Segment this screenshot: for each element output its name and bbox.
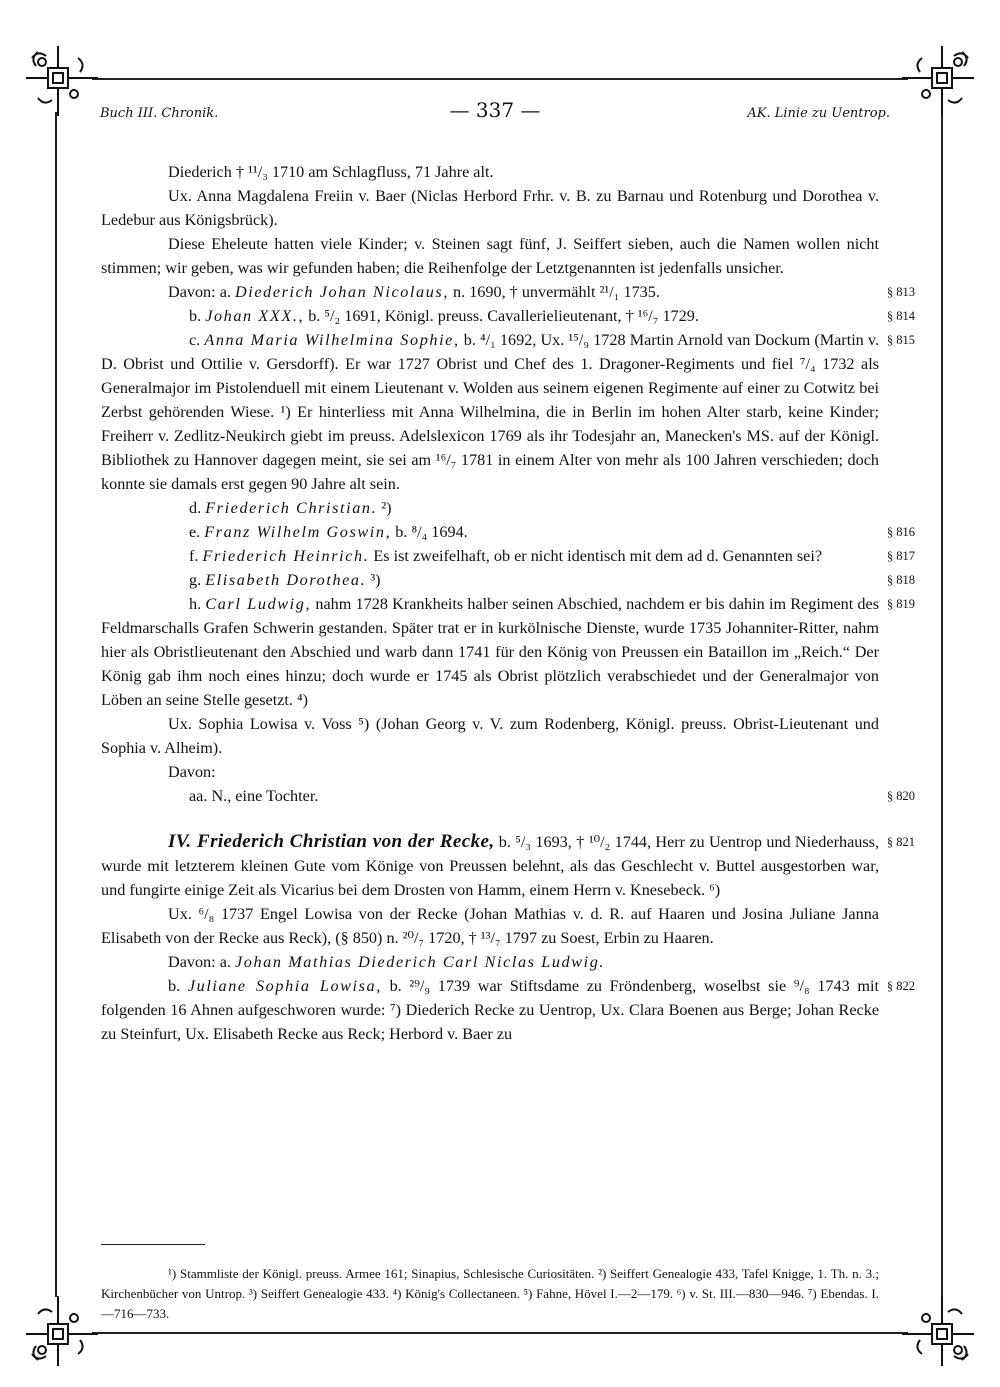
paragraph-number: § 821: [886, 835, 915, 849]
footnotes: [101, 1264, 879, 1324]
footnote-rule: [101, 1244, 205, 1245]
page-header: [100, 98, 890, 126]
header-section-title: AK. Linie zu Uentrop.: [747, 106, 890, 121]
child-entry-a: Davon: a. Johan Mathias Diederich Carl Niclas Ludwig.: [168, 953, 606, 971]
child-entry-f: f. Friederich Heinrich. Es ist zweifelhaft, ob er nicht identisch mit dem ad d. Genannten sei? § 817: [101, 544, 879, 568]
corner-ornament-top-left: [22, 42, 100, 120]
paragraph-number: § 817: [886, 549, 915, 563]
grandchild-entry: aa. N., eine Tochter. § 820: [101, 784, 879, 808]
frame-top-line: [92, 78, 908, 80]
paragraph-number: § 820: [886, 789, 915, 803]
davon-label: Davon:: [168, 763, 216, 781]
paragraph-number: § 819: [886, 597, 915, 611]
text-line: Diederich † ¹¹/₃ 1710 am Schlagfluss, 71 Jahre alt.: [168, 163, 494, 181]
spouse-entry: Ux. Sophia Lowisa v. Voss ⁵) (Johan Georg v. V. zum Rodenberg, Königl. preuss. Obrist-Lieutenant und Sophia v. Alheim).: [101, 715, 879, 757]
paragraph-number: § 818: [886, 573, 915, 587]
child-entry-g: g. Elisabeth Dorothea. ³) § 818: [101, 568, 879, 592]
paragraph-number: § 822: [886, 979, 915, 993]
text-paragraph: Ux. Anna Magdalena Freiin v. Baer (Niclas Herbord Frhr. v. B. zu Barnau und Rotenburg und Dorothea v. Ledebur aus Königsbrück).: [101, 187, 879, 229]
frame-bottom-line: [92, 1332, 908, 1334]
child-entry-b: b. Juliane Sophia Lowisa, b. ²⁹/₉ 1739 war Stiftsdame zu Fröndenberg, woselbst sie ⁹/₈ 1743 mit folgenden 16 Ahnen aufgeschworen wurde: ⁷) Diederich Recke zu Uentrop, Ux. Clara Boenen aus Berge; Johan Recke zu Steinfurt, Ux. Elisabeth Recke aus Reck; Herbord v. Baer zu § 822: [101, 974, 879, 1046]
paragraph-number: § 816: [886, 525, 915, 539]
section-iv-heading: IV. Friederich Christian von der Recke, b. ⁵/₃ 1693, † ¹⁰/₂ 1744, Herr zu Uentrop und Niederhauss, wurde mit letzterem kleinen Gute vom Könige von Preussen belehnt, als das Geschlecht v. Buttel ausgestorben war, und fungirte einige Zeit als Vicarius bei dem Drosten von Hamm, einem Herrn v. Knesebeck. ⁶) § 821: [101, 831, 915, 899]
page-number: — 337 —: [449, 98, 541, 122]
child-entry-a: Davon: a. Diederich Johan Nicolaus, n. 1690, † unvermählt ²¹/₁ 1735. § 813: [101, 280, 879, 304]
text-paragraph: Diese Eheleute hatten viele Kinder; v. Steinen sagt fünf, J. Seiffert sieben, auch die Namen wollen nicht stimmen; wir geben, was wir gefunden haben; die Reihenfolge der Letztgenannten ist jedenfalls unsicher.: [101, 235, 879, 277]
frame-left-line: [55, 112, 57, 1297]
paragraph-number: § 815: [886, 333, 915, 347]
child-entry-h: h. Carl Ludwig, nahm 1728 Krankheits halber seinen Abschied, nachdem er bis dahin im Regiment des Feldmarschalls Grafen Schwerin gestanden. Später trat er in kurkölnische Dienste, wurde 1735 Johanniter-Ritter, nahm hier als Obristlieutenant den Abschied und warb dann 1741 für den König von Preussen ein Bataillon im „Reich.“ Der König gab ihm noch eines hinzu; doch wurde er 1745 als Obrist plötzlich verabschiedet und der Generalmajor von Löben an seine Stelle gesetzt. ⁴) § 819: [101, 592, 879, 712]
corner-ornament-top-right: [900, 42, 978, 120]
corner-ornament-bottom-left: [22, 1292, 100, 1370]
paragraph-number: § 813: [886, 285, 915, 299]
child-entry-c: c. Anna Maria Wilhelmina Sophie, b. ⁴/₁ 1692, Ux. ¹⁵/₉ 1728 Martin Arnold van Dockum (Martin v. D. Obrist und Ottilie v. Gersdorff). Er war 1727 Obrist und Chef des 1. Dragoner-Regiments und fiel ⁷/₄ 1732 als Generalmajor im Pistolenduell mit einem Lieutenant v. Wolden aus seinem eigenen Regimente auf einer zu Cotwitz bei Zerbst gehörenden Wiese. ¹) Er hinterliess mit Anna Wilhelmina, die in Berlin im hohen Alter starb, keine Kinder; Freiherr v. Zedlitz-Neukirch giebt im preuss. Adelslexicon 1769 als ihr Todesjahr an, Manecken's MS. auf der Königl. Bibliothek zu Hannover dagegen meint, sie sei am ¹⁶/₇ 1781 in einem Alter von mehr als 100 Jahren verschieden; doch konnte sie damals erst gegen 90 Jahre alt sein. § 815: [101, 328, 879, 496]
footnote-text: ¹) Stammliste der Königl. preuss. Armee 161; Sinapius, Schlesische Curiositäten. ²) Seiffert Genealogie 433, Tafel Knigge, 1. Th. n. 3.; Kirchenbücher von Untrop. ³) Seiffert Genealogie 433. ⁴) König's Collectaneen. ⁵) Fahne, Hövel I.—2—179. ⁶) v. St. III.—830—946. ⁷) Ebendas. I.—716—733.: [101, 1266, 879, 1321]
paragraph-number: § 814: [886, 309, 915, 323]
child-entry-e: e. Franz Wilhelm Goswin, b. ⁸/₄ 1694. § 816: [101, 520, 879, 544]
corner-ornament-bottom-right: [900, 1292, 978, 1370]
child-entry-b: b. Johan XXX., b. ⁵/₂ 1691, Königl. preuss. Cavallerielieutenant, † ¹⁶/₇ 1729. § 814: [101, 304, 879, 328]
header-book-title: Buch III. Chronik.: [100, 106, 219, 121]
child-entry-d: d. Friederich Christian. ²): [189, 499, 392, 517]
spouse-entry: Ux. ⁶/₈ 1737 Engel Lowisa von der Recke (Johan Mathias v. d. R. auf Haaren und Josina Juliane Janna Elisabeth von der Recke aus Reck), (§ 850) n. ²⁰/₇ 1720, † ¹³/₇ 1797 zu Soest, Erbin zu Haaren.: [101, 905, 879, 947]
main-text: [101, 160, 915, 1046]
frame-right-line: [941, 112, 943, 1297]
